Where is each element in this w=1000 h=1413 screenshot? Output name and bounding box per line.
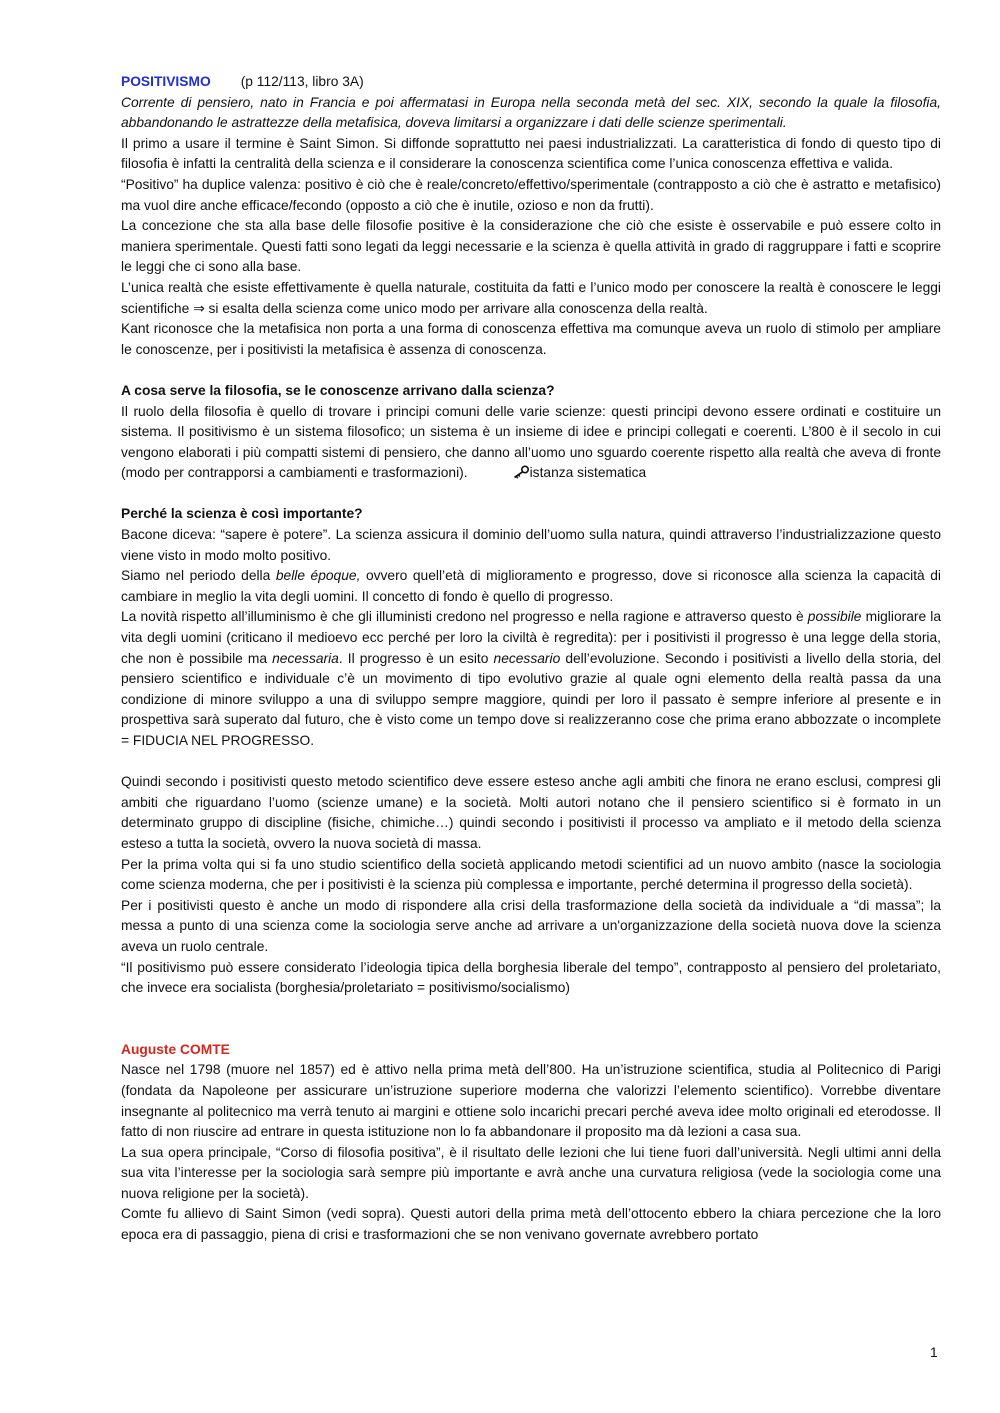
spacer [121, 999, 941, 1040]
emphasis: belle époque, [275, 568, 361, 584]
section-title-comte: Auguste COMTE [121, 1041, 230, 1057]
emphasis: necessaria [272, 650, 339, 666]
paragraph: Il primo a usare il termine è Saint Simon. Si diffonde soprattutto nei paesi industrializzati. La caratteristica di fondo di questo tipo di filosofia è infatti la centralità della scienza e il considerare la conoscenza scientifica come l’unica conoscenza effettiva e valida. [121, 135, 941, 172]
text-run: ovvero quell’età di miglioramento e progresso, dove si riconosce alla scienza la capacità di cambiare in meglio la vita degli uomini. Il concetto di fondo è quello di progresso. [121, 568, 941, 604]
paragraph-progress [121, 607, 941, 751]
key-icon [512, 465, 530, 479]
text-run: dell’evoluzione. Secondo i positivisti a livello della storia, del pensiero scientifico e individuale c’è un movimento di tipo evolutivo grazie al quale ogni elemento della realtà passa da una condizione di minore sviluppo a una di sviluppo sempre maggiore, quindi per loro il passato è sempre inferiore al presente e in prospettiva sarà superato dal futuro, che è visto come un tempo dove si realizzeranno cose che prima erano abbozzate o incomplete = FIDUCIA NEL PROGRESSO. [121, 650, 941, 748]
section-heading-science: Perché la scienza è così importante? [121, 506, 363, 522]
paragraph: “Positivo” ha duplice valenza: positivo è ciò che è reale/concreto/effettivo/sperimentale (contrapposto a ciò che è astratto e metafisico) ma vuol dire anche efficace/fecondo (opposto a ciò che è inutile, ozioso e non da frutti). [121, 176, 941, 213]
paragraph-text: Il ruolo della filosofia è quello di trovare i principi comuni delle varie scienze: questi principi devono essere ordinati e costituire un sistema. Il positivismo è un sistema filosofico; un sistema è un insieme di idee e principi collegati e coerenti. L’800 è il secolo in cui vengono elaborati i più compatti sistemi di pensiero, che danno all’uomo uno sguardo coerente rispetto alla realtà che aveva di fronte (modo per contrapporsi a cambiamenti e trasformazioni). [121, 403, 941, 481]
paragraph-philosophy [121, 402, 941, 484]
paragraph-belle-epoque [121, 566, 941, 607]
paragraph: L’unica realtà che esiste effettivamente è quella naturale, costituita da fatti e l’unico modo per conoscere la realtà è conoscere le leggi scientifiche ⇒ si esalta della scienza come unico modo per arrivare alla conoscenza della realtà. [121, 279, 941, 316]
paragraph: Kant riconosce che la metafisica non porta a una forma di conoscenza effettiva ma comunque aveva un ruolo di stimolo per ampliare le conoscenze, per i positivisti la metafisica è assenza di conoscenza. [121, 321, 941, 357]
section-heading-philosophy: A cosa serve la filosofia, se le conoscenze arrivano dalla scienza? [121, 382, 555, 398]
text-run: migliorare la vita degli uomini (criticano il medioevo ecc perché per loro la civiltà è regredita): per i positivisti il progresso è una legge della storia, che non è possibile ma [121, 609, 941, 666]
page-number: 1 [930, 1345, 938, 1360]
spacer [121, 752, 941, 773]
paragraph: Bacone diceva: “sapere è potere”. La scienza assicura il dominio dell’uomo sulla natura, quindi attraverso l’industrializzazione questo viene visto in modo molto positivo. [121, 527, 941, 563]
spacer [121, 484, 941, 505]
paragraph: La sua opera principale, “Corso di filosofia positiva”, è il risultato delle lezioni che lui tiene fuori dall’università. Negli ultimi anni della sua vita l’interesse per la sociologia sarà sempre più importante e avrà anche una curvatura religiosa (vede la sociologia come una nuova religione per la società). [121, 1144, 941, 1201]
emphasis: possibile [807, 609, 862, 625]
text-run: La novità rispetto all’illuminismo è che gli illuministi credono nel progresso e nella ragione e attraverso questo è [121, 609, 808, 625]
text-run: . Il progresso è un esito [338, 650, 494, 666]
key-note: istanza sistematica [529, 465, 647, 481]
emphasis: necessario [493, 650, 561, 666]
intro-paragraph: Corrente di pensiero, nato in Francia e poi affermatasi in Europa nella seconda metà del sec. XIX, secondo la quale la filosofia, abbandonando le astrattezze della metafisica, doveva limitarsi a organizzare i dati delle scienze sperimentali. [121, 94, 941, 131]
document-page [121, 72, 941, 1246]
spacer [121, 360, 941, 381]
paragraph: Nasce nel 1798 (muore nel 1857) ed è attivo nella prima metà dell’800. Ha un’istruzione scientifica, studia al Politecnico di Parigi (fondata da Napoleone per assicurare un’istruzione superiore moderna che valorizzi l’elemento scientifico). Vorrebbe diventare insegnante al politecnico ma verrà tenuto ai margini e ottiene solo incarichi precari perché aveva idee molto originali ed eterodosse. Il fatto di non riuscire ad entrare in questa istituzione non lo fa abbandonare il proposito ma dà lezioni a casa sua. [121, 1062, 941, 1140]
paragraph: Per i positivisti questo è anche un modo di rispondere alla crisi della trasformazione della società da individuale a “di massa”; la messa a punto di una scienza come la sociologia serve anche ad arrivare a un'organizzazione della società nuova dove la scienza aveva un ruolo centrale. [121, 897, 941, 954]
paragraph: “Il positivismo può essere considerato l’ideologia tipica della borghesia liberale del tempo”, contrapposto al pensiero del proletariato, che invece era socialista (borghesia/proletariato = positivismo/socialismo) [121, 959, 941, 996]
positivism-header [121, 72, 941, 93]
paragraph: La concezione che sta alla base delle filosofie positive è la considerazione che ciò che esiste è osservabile e può essere colto in maniera sperimentale. Questi fatti sono legati da leggi necessarie e la scienza è quella attività in grado di raggruppare i fatti e scoprire le leggi che ci sono alla base. [121, 218, 941, 275]
paragraph: Per la prima volta qui si fa uno studio scientifico della società applicando metodi scientifici ad un nuovo ambito (nasce la sociologia come scienza moderna, che per i positivisti è la scienza più complessa e importante, perché determina il progresso della società). [121, 856, 941, 893]
paragraph: Comte fu allievo di Saint Simon (vedi sopra). Questi autori della prima metà dell’ottocento ebbero la chiara percezione che la loro epoca era di passaggio, piena di crisi e trasformazioni che se non venivano governate avrebbero portato [121, 1206, 941, 1243]
text-run: Siamo nel periodo della [121, 568, 276, 584]
paragraph: Quindi secondo i positivisti questo metodo scientifico deve essere esteso anche agli ambiti che finora ne erano esclusi, compresi gli ambiti che riguardano l’uomo (scienze umane) e la società. Molti autori notano che il pensiero scientifico si è formato in un determinato gruppo di discipline (fisiche, chimiche…) quindi secondo i positivisti il processo va ampliato e il metodo della scienza esteso a tutta la società, ovvero la nuova società di massa. [121, 774, 941, 851]
section-title-positivism: POSITIVISMO [121, 74, 211, 89]
book-reference: (p 112/113, libro 3A) [240, 74, 364, 89]
